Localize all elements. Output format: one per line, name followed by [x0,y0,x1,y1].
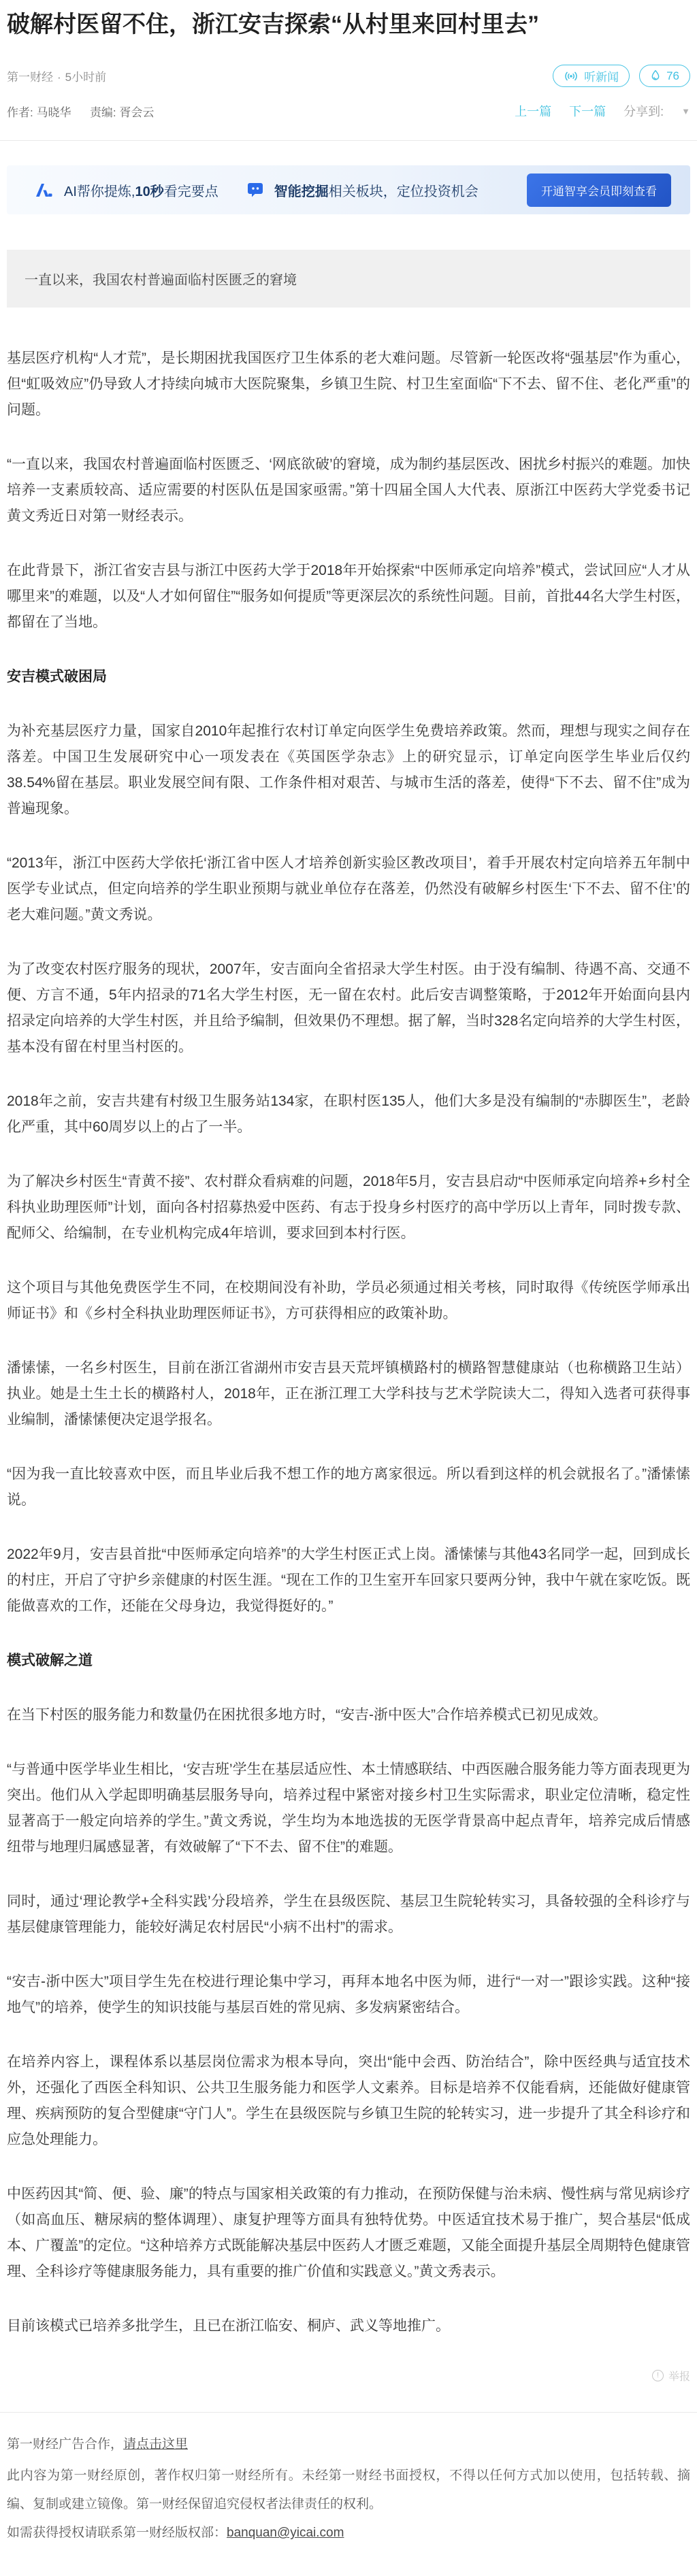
editor-label: 责编: [89,105,116,119]
paragraph: 2022年9月，安吉县首批“中医师承定向培养”的大学生村医正式上岗。潘愫愫与其他43名同学一起，回到成长的村庄，开启了守护乡亲健康的村医生涯。“现在工作的卫生室开车回家只要两分钟，我中午就在家吃饭。既能做喜欢的工作，还能在父母身边，我觉得挺好的。” [7,1547,690,1615]
ai-promo-text-2: 看完要点 [163,184,218,199]
meta-row [7,65,690,87]
paragraph: “与普通中医学毕业生相比，‘安吉班’学生在基层适应性、本土情感联结、中西医融合服务能力等方面表现更为突出。他们从入学起即明确基层服务导向，培养过程中紧密对接乡村卫生实际需求，职业定位清晰，稳定性显著高于一般定向培养的学生。”黄文秀说，学生均为本地选拔的无医学背景高中起点青年，培养完成后情感纽带与地理归属感显著，有效破解了“下不去、留不住”的难题。 [7,1762,690,1855]
ad-cooperation-text: 第一财经广告合作， [7,2437,124,2452]
paragraph: 在当下村医的服务能力和数量仍在困扰很多地方时，“安吉-浙中医大”合作培养模式已初见成效。 [7,1707,607,1723]
ai-promo-bar [7,165,690,214]
listen-news-label: 听新闻 [584,71,619,84]
page-title: 破解村医留不住，浙江安吉探索“从村里来回村里去” [7,12,539,37]
paragraph: 潘愫愫，一名乡村医生，目前在浙江省湖州市安吉县天荒坪镇横路村的横路智慧健康站（也称横路卫生站）执业。她是土生土长的横路村人，2018年，正在浙江理工大学科技与艺术学院读大二，得知入选者可获得事业编制，潘愫愫便决定退学报名。 [7,1360,690,1428]
footer [7,2430,690,2576]
footer-divider [0,2412,697,2413]
paragraph: 在此背景下，浙江省安吉县与浙江中医药大学于2018年开始探索“中医师承定向培养”模式，尝试回应“人才从哪里来”的难题，以及“人才如何留住”“服务如何提质”等更深层次的系统性问题。目前，首批44名大学生村医，都留在了当地。 [7,563,690,631]
chat-bubble-icon [246,180,274,199]
ai-mining-promo [246,180,479,200]
share-caret-icon[interactable]: ▼ [681,105,690,116]
heat-button[interactable] [639,65,690,87]
flame-icon [650,69,661,82]
summary-quote-text: 一直以来，我国农村普遍面临村医匮乏的窘境 [25,273,297,288]
heat-count: 76 [666,69,679,82]
report-label: 举报 [668,2371,690,2383]
ad-cooperation-line [7,2430,690,2459]
paragraph: 为了解决乡村医生“青黄不接”、农村群众看病难的问题，2018年5月，安吉县启动“中医师承定向培养+乡村全科执业助理医师”计划，面向各村招募热爱中医药、有志于投身乡村医疗的高中学历以上青年，同时拨专款、配师父、给编制，在专业机构完成4年培训，要求回到本村行医。 [7,1174,690,1242]
editor-name: 胥会云 [119,105,155,119]
open-member-button[interactable]: 开通智享会员即刻查看 [527,174,671,207]
byline [7,103,154,120]
author-name: 马晓华 [36,105,71,119]
ai-logo-icon [34,181,64,199]
ai-promo-bold-1: 10秒 [135,184,164,199]
paragraph: 中医药因其“简、便、验、廉”的特点与国家相关政策的有力推动，在预防保健与治未病、慢性病与常见病诊疗（如高血压、糖尿病的整体调理）、康复护理等方面具有独特优势。中医适宜技术易于推广，契合基层“低成本、广覆盖”的定位。“这种培养方式既能解决基层中医药人才匮乏难题，又能全面提升基层全周期特色健康管理、全科诊疗等健康服务能力，具有重要的推广价值和实践意义。”黄文秀表示。 [7,2186,690,2280]
sound-wave-icon [564,70,579,82]
author-label: 作者: [7,105,33,119]
ai-promo-text-1: AI帮你提炼, [64,184,135,199]
paragraph: “因为我一直比较喜欢中医，而且毕业后我不想工作的地方离家很远。所以看到这样的机会就报名了。”潘愫愫说。 [7,1466,690,1508]
paragraph: 同时，通过‘理论教学+全科实践’分段培养，学生在县级医院、基层卫生院轮转实习，具备较强的全科诊疗与基层健康管理能力，能较好满足农村居民“小病不出村”的需求。 [7,1894,690,1936]
prev-article-link[interactable]: 上一篇 [515,105,552,119]
source-name: 第一财经 [7,71,53,84]
paragraph: “安吉-浙中医大”项目学生先在校进行理论集中学习，再拜本地名中医为师，进行“一对一”跟诊实践。这种“接地气”的培养，使学生的知识技能与基层百姓的常见病、多发病紧密结合。 [7,1974,690,2016]
ad-cooperation-link[interactable]: 请点击这里 [123,2437,189,2452]
report-exclamation-icon: ! [652,2370,664,2381]
article-body [7,346,690,2339]
meta-dot: · [57,71,61,84]
paragraph: 为了改变农村医疗服务的现状，2007年，安吉面向全省招录大学生村医。由于没有编制、待遇不高、交通不便、方言不通，5年内招录的71名大学生村医，无一留在农村。此后安吉调整策略，于2012年开始面向县内招录定向培养的大学生村医，并且给予编制，但效果仍不理想。据了解，当时328名定向培养的大学生村医，基本没有留在村里当村医的。 [7,961,690,1055]
article-meta [7,67,106,84]
author-row [7,102,690,120]
summary-quote-box [7,250,690,308]
paragraph: 在培养内容上，课程体系以基层岗位需求为根本导向，突出“能中会西、防治结合”，除中医经典与适宜技术外，还强化了西医全科知识、公共卫生服务能力和医学人文素养。目标是培养不仅能看病，还能做好健康管理、疾病预防的复合型健康“守门人”。学生在县级医院与乡镇卫生院的轮转实习，进一步提升了其全科诊疗和应急处理能力。 [7,2054,690,2148]
paragraph: 目前该模式已培养多批学生，且已在浙江临安、桐庐、武义等地推广。 [7,2318,450,2334]
section-heading: 模式破解之道 [7,1653,93,1669]
paragraph: 2018年之前，安吉共建有村级卫生服务站134家，在职村医135人，他们大多是没有编制的“赤脚医生”，老龄化严重，其中60周岁以上的占了一半。 [7,1093,690,1136]
contact-text: 如需获得授权请联系第一财经版权部： [7,2526,227,2541]
section-heading: 安吉模式破困局 [7,669,107,685]
paragraph: 这个项目与其他免费医学生不同，在校期间没有补助，学员必须通过相关考核，同时取得《传统医学师承出师证书》和《乡村全科执业助理医师证书》，方可获得相应的政策补助。 [7,1280,690,1322]
ai-mining-bold: 智能挖掘 [274,184,329,199]
ai-mining-text: 相关板块，定位投资机会 [328,184,479,199]
listen-news-button[interactable] [553,65,630,87]
share-label: 分享到: [623,105,664,119]
paragraph: 为补充基层医疗力量，国家自2010年起推行农村订单定向医学生免费培养政策。然而，理想与现实之间存在落差。中国卫生发展研究中心一项发表在《英国医学杂志》上的研究显示，订单定向医学生毕业后仅约38.54%留在基层。职业发展空间有限、工作条件相对艰苦、与城市生活的落差，使得“下不去、留不住”成为普遍现象。 [7,723,690,817]
report-button[interactable] [7,2368,690,2383]
paragraph: “2013年，浙江中医药大学依托‘浙江省中医人才培养创新实验区教改项目’，着手开展农村定向培养五年制中医学专业试点，但定向培养的学生职业预期与就业单位存在落差，仍然没有破解乡村医生‘下不去、留不住’的老大难问题。”黄文秀说。 [7,855,690,923]
copyright-email-link[interactable]: banquan@yicai.com [227,2526,344,2541]
paragraph: 基层医疗机构“人才荒”，是长期困扰我国医疗卫生体系的老大难问题。尽管新一轮医改将“强基层”作为重心，但“虹吸效应”仍导致人才持续向城市大医院聚集，乡镇卫生院、村卫生室面临“下不去、留不住、老化严重”的问题。 [7,350,690,418]
paragraph: “一直以来，我国农村普遍面临村医匮乏、‘网底欲破’的窘境，成为制约基层医改、困扰乡村振兴的难题。加快培养一支素质较高、适应需要的村医队伍是国家亟需。”第十四届全国人大代表、原浙江中医药大学党委书记黄文秀近日对第一财经表示。 [7,457,690,525]
header-divider [0,140,697,141]
article-nav [515,102,690,120]
copyright-notice: 此内容为第一财经原创，著作权归第一财经所有。未经第一财经书面授权，不得以任何方式加以使用，包括转载、摘编、复制或建立镜像。第一财经保留追究侵权者法律责任的权利。 [7,2468,690,2512]
ai-summary-promo [34,180,218,200]
next-article-link[interactable]: 下一篇 [569,105,606,119]
publish-time: 5小时前 [65,71,107,84]
meta-actions [553,65,690,87]
contact-line [7,2519,690,2547]
